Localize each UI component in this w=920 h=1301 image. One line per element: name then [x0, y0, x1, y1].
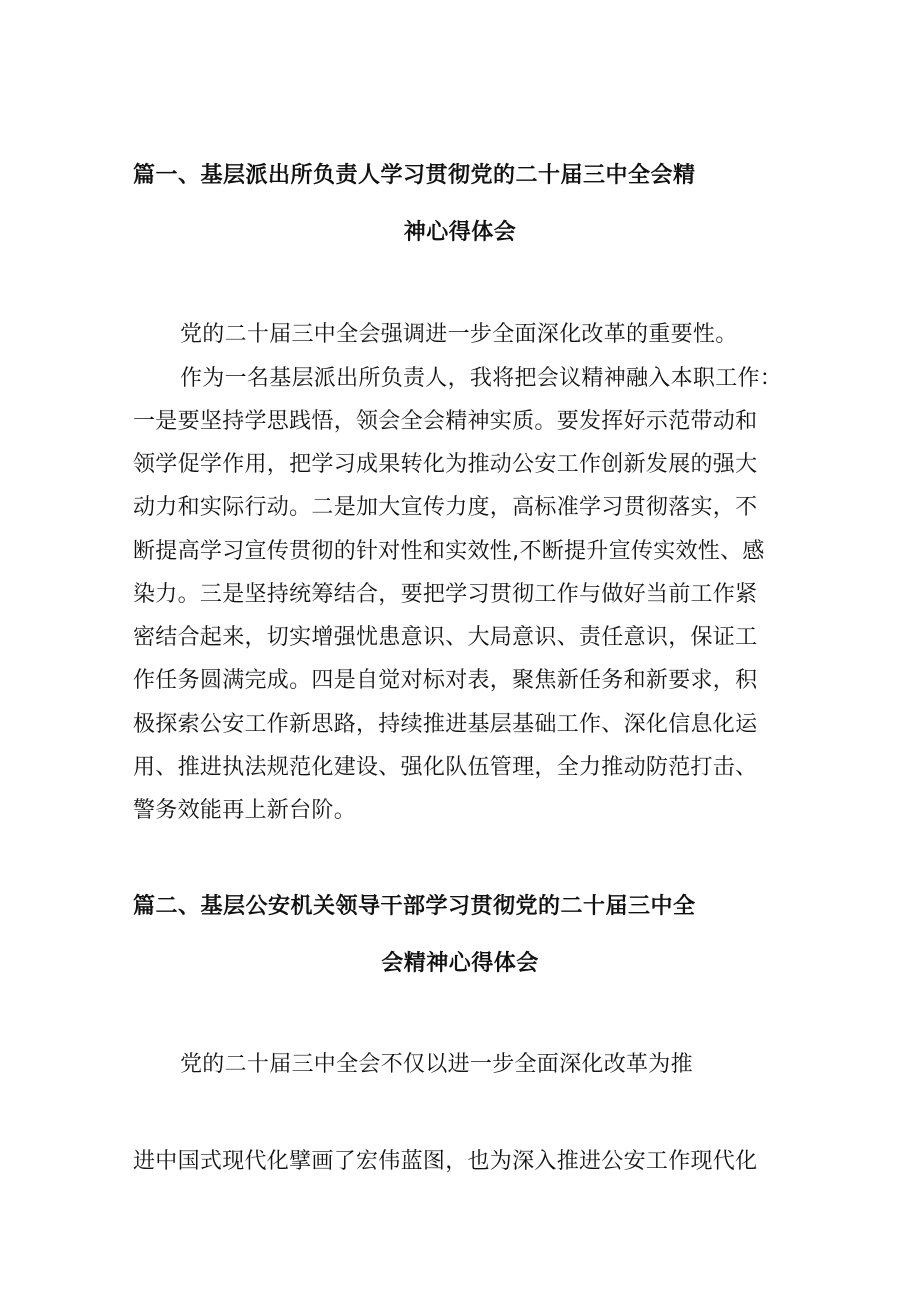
section1-paragraph2-line: 密结合起来，切实增强忧患意识、大局意识、责任意识，保证工	[133, 625, 758, 650]
section2-paragraph1-line1: 党的二十届三中全会不仅以进一步全面深化改革为推	[180, 1052, 693, 1077]
section1-paragraph2-line: 断提高学习宣传贯彻的针对性和实效性,不断提升宣传实效性、感	[133, 539, 765, 564]
section1-paragraph2-line: 动力和实际行动。二是加大宣传力度，高标准学习贯彻落实，不	[133, 495, 758, 520]
section1-paragraph1: 党的二十届三中全会强调进一步全面深化改革的重要性。	[180, 322, 738, 347]
section2-heading-line1: 篇二、基层公安机关领导干部学习贯彻党的二十届三中全	[133, 894, 696, 919]
section1-paragraph2-line: 染力。三是坚持统筹结合，要把学习贯彻工作与做好当前工作紧	[133, 582, 758, 607]
section1-paragraph2-line: 领学促学作用，把学习成果转化为推动公安工作创新发展的强大	[133, 452, 758, 477]
section2-heading-line2: 会精神心得体会	[381, 951, 539, 976]
section1-paragraph2-line: 作为一名基层派出所负责人，我将把会议精神融入本职工作：	[180, 366, 783, 391]
section1-paragraph2-line: 一是要坚持学思践悟，领会全会精神实质。要发挥好示范带动和	[133, 409, 758, 434]
section1-paragraph2-line: 作任务圆满完成。四是自觉对标对表，聚焦新任务和新要求，积	[133, 668, 758, 693]
section1-paragraph2-line: 警务效能再上新台阶。	[133, 798, 357, 823]
section1-heading-line2: 神心得体会	[403, 220, 517, 245]
section1-paragraph2-line: 用、推进执法规范化建设、强化队伍管理，全力推动防范打击、	[133, 755, 758, 780]
section1-heading-line1: 篇一、基层派出所负责人学习贯彻党的二十届三中全会精	[133, 163, 696, 188]
section2-paragraph1-line2: 进中国式现代化擘画了宏伟蓝图，也为深入推进公安工作现代化	[133, 1149, 758, 1174]
section1-paragraph2-line: 极探索公安工作新思路，持续推进基层基础工作、深化信息化运	[133, 712, 758, 737]
